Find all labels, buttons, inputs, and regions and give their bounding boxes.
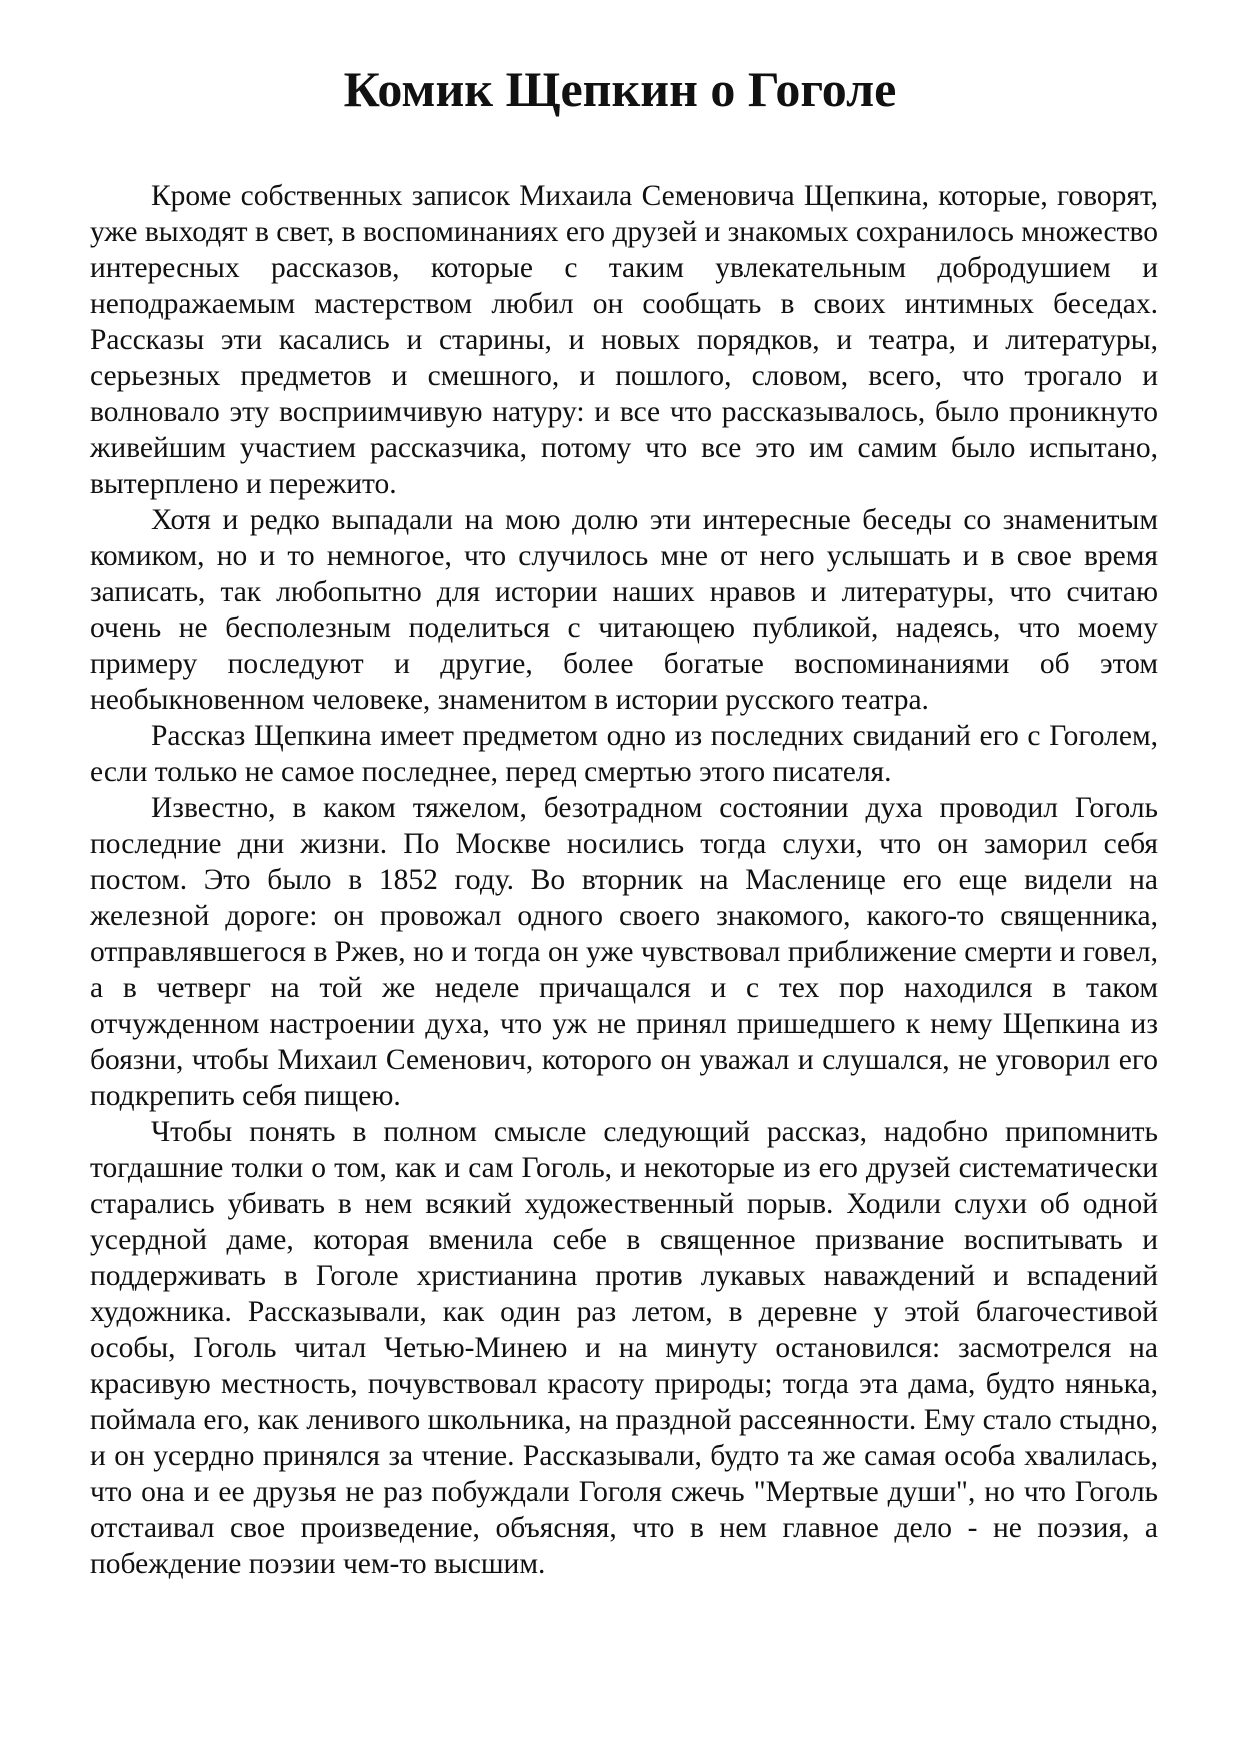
document-body [90, 178, 1158, 1582]
paragraph-2: Хотя и редко выпадали на мою долю эти интересные беседы со знаменитым комиком, но и то немногое, что случилось мне от него услышать и в свое время записать, так любопытно для истории наших нравов и литературы, что считаю очень не бесполезным поделиться с читающею публикой, надеясь, что моему примеру последуют и другие, более богатые воспоминаниями об этом необыкновенном человеке, знаменитом в истории русского театра. [90, 504, 1158, 716]
document-title: Комик Щепкин о Гоголе [343, 61, 897, 117]
paragraph-5: Чтобы понять в полном смысле следующий рассказ, надобно припомнить тогдашние толки о том, как и сам Гоголь, и некоторые из его друзей систематически старались убивать в нем всякий художественный порыв. Ходили слухи об одной усердной даме, которая вменила себе в священное призвание воспитывать и поддерживать в Гоголе христианина против лукавых наваждений и вспадений художника. Рассказывали, как один раз летом, в деревне у этой благочестивой особы, Гоголь читал Четью-Минею и на минуту остановился: засмотрелся на красивую местность, почувствовал красоту природы; тогда эта дама, будто нянька, поймала его, как ленивого школьника, на праздной рассеянности. Ему стало стыдно, и он усердно принялся за чтение. Рассказывали, будто та же самая особа хвалилась, что она и ее друзья не раз побуждали Гоголя сжечь "Мертвые души", но что Гоголь отстаивал свое произведение, объясняя, что в нем главное дело - не поэзия, а побеждение поэзии чем-то высшим. [90, 1116, 1158, 1580]
paragraph-4: Известно, в каком тяжелом, безотрадном состоянии духа проводил Гоголь последние дни жизни. По Москве носились тогда слухи, что он заморил себя постом. Это было в 1852 году. Во вторник на Масленице его еще видели на железной дороге: он провожал одного своего знакомого, какого-то священника, отправлявшегося в Ржев, но и тогда он уже чувствовал приближение смерти и говел, а в четверг на той же неделе причащался и с тех пор находился в таком отчужденном настроении духа, что уж не принял пришедшего к нему Щепкина из боязни, чтобы Михаил Семенович, которого он уважал и слушался, не уговорил его подкрепить себя пищею. [90, 792, 1158, 1112]
paragraph-3: Рассказ Щепкина имеет предметом одно из последних свиданий его с Гоголем, если только не самое последнее, перед смертью этого писателя. [90, 720, 1158, 788]
paragraph-1: Кроме собственных записок Михаила Семеновича Щепкина, которые, говорят, уже выходят в свет, в воспоминаниях его друзей и знакомых сохранилось множество интересных рассказов, которые с таким увлекательным добродушием и неподражаемым мастерством любил он сообщать в своих интимных беседах. Рассказы эти касались и старины, и новых порядков, и театра, и литературы, серьезных предметов и смешного, и пошлого, словом, всего, что трогало и волновало эту восприимчивую натуру: и все что рассказывалось, было проникнуто живейшим участием рассказчика, потому что все это им самим было испытано, вытерплено и пережито. [90, 180, 1158, 500]
